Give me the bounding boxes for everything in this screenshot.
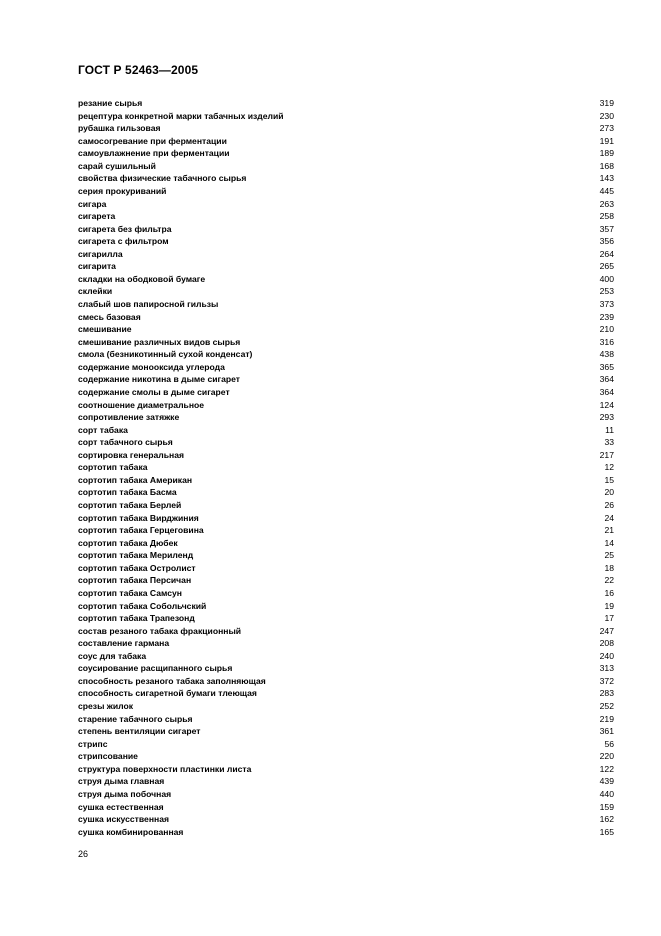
index-entry	[78, 650, 614, 663]
index-term: сортотип табака Американ	[78, 474, 193, 485]
index-page-ref: 12	[604, 462, 614, 473]
index-term: смесь базовая	[78, 311, 141, 322]
index-page-ref: 168	[599, 160, 614, 171]
index-page-ref: 165	[599, 826, 614, 837]
index-entry	[78, 474, 614, 487]
index-entry	[78, 122, 614, 135]
index-entry	[78, 373, 614, 386]
index-term: сортотип табака Герцеговина	[78, 525, 204, 536]
index-entry	[78, 424, 614, 437]
index-page-ref: 445	[599, 185, 614, 196]
index-entry	[78, 147, 614, 160]
index-page-ref: 252	[599, 701, 614, 711]
index-page-ref: 122	[599, 763, 614, 774]
index-entry	[78, 273, 614, 286]
index-term: сигарета с фильтром	[78, 236, 169, 247]
index-entry	[78, 738, 614, 751]
index-term: сорт табака	[78, 424, 128, 435]
index-entry	[78, 537, 614, 550]
index-term: самосогревание при ферментации	[78, 135, 227, 146]
index-term: сушка комбинированная	[78, 826, 184, 837]
index-entry	[78, 311, 614, 324]
index-entry	[78, 285, 614, 298]
term-index-list	[78, 97, 614, 838]
index-page-ref: 16	[604, 587, 614, 598]
index-page-ref: 217	[599, 449, 614, 460]
index-term: слабый шов папиросной гильзы	[78, 299, 219, 309]
index-entry	[78, 348, 614, 361]
index-term: серия прокуриваний	[78, 185, 167, 196]
index-entry	[78, 248, 614, 261]
index-page-ref: 440	[599, 788, 614, 799]
index-entry	[78, 449, 614, 462]
index-page-ref: 265	[599, 261, 614, 272]
index-entry	[78, 235, 614, 248]
index-page-ref: 189	[599, 148, 614, 159]
index-page-ref: 11	[605, 424, 614, 435]
index-page-ref: 33	[604, 437, 614, 448]
index-entry	[78, 662, 614, 675]
index-page-ref: 18	[604, 562, 614, 573]
index-term: старение табачного сырья	[78, 713, 193, 724]
index-term: способность резаного табака заполняющая	[78, 675, 266, 686]
index-term: сушка естественная	[78, 801, 164, 812]
index-page-ref: 191	[599, 135, 614, 146]
index-entry	[78, 386, 614, 399]
index-term: складки на ободковой бумаге	[78, 273, 206, 284]
index-term: сортотип табака Дюбек	[78, 537, 178, 548]
index-term: структура поверхности пластинки листа	[78, 763, 252, 774]
index-term: струя дыма побочная	[78, 788, 172, 799]
index-page-ref: 239	[599, 311, 614, 322]
index-term: состав резаного табака фракционный	[78, 625, 242, 636]
index-page-ref: 15	[604, 474, 614, 485]
index-term: соусирование расщипанного сырья	[78, 663, 233, 674]
index-term: смешивание различных видов сырья	[78, 336, 241, 347]
index-entry	[78, 436, 614, 449]
index-entry	[78, 637, 614, 650]
index-entry	[78, 223, 614, 236]
index-page-ref: 263	[599, 198, 614, 209]
index-term: соус для табака	[78, 650, 147, 661]
index-entry	[78, 713, 614, 726]
index-entry	[78, 600, 614, 613]
index-entry	[78, 110, 614, 123]
index-page-ref: 19	[604, 600, 614, 611]
index-entry	[78, 260, 614, 273]
index-term: составление гармана	[78, 638, 170, 649]
index-page-ref: 365	[599, 361, 614, 372]
index-page-ref: 400	[599, 273, 614, 284]
index-term: сигара	[78, 198, 107, 209]
index-term: сушка искусственная	[78, 814, 170, 825]
index-page-ref: 364	[599, 386, 614, 397]
index-entry	[78, 725, 614, 738]
index-entry	[78, 562, 614, 575]
index-page-ref: 25	[604, 550, 614, 561]
index-page-ref: 230	[599, 110, 614, 121]
index-page-ref: 14	[604, 537, 614, 548]
index-entry	[78, 524, 614, 537]
index-term: сигарилла	[78, 248, 123, 259]
index-page-ref: 247	[599, 625, 614, 636]
index-page-ref: 159	[599, 801, 614, 812]
index-entry	[78, 625, 614, 638]
index-entry	[78, 801, 614, 814]
index-entry	[78, 323, 614, 336]
index-term: сарай сушильный	[78, 160, 156, 171]
index-page-ref: 220	[599, 751, 614, 762]
index-entry	[78, 210, 614, 223]
index-term: содержание монооксида углерода	[78, 361, 225, 372]
index-entry	[78, 763, 614, 776]
index-page-ref: 240	[599, 650, 614, 661]
index-entry	[78, 172, 614, 185]
index-entry	[78, 461, 614, 474]
index-term: сигарета без фильтра	[78, 223, 172, 234]
document-header: ГОСТ Р 52463—2005	[78, 63, 199, 77]
index-term: склейки	[78, 286, 113, 297]
index-entry	[78, 499, 614, 512]
index-term: свойства физические табачного сырья	[78, 173, 247, 184]
index-page-ref: 20	[604, 487, 614, 498]
index-page-ref: 264	[599, 248, 614, 259]
index-entry	[78, 336, 614, 349]
index-entry	[78, 298, 614, 311]
index-term: степень вентиляции сигарет	[78, 726, 201, 737]
index-term: сортотип табака Мериленд	[78, 550, 194, 561]
index-entry	[78, 399, 614, 412]
index-term: содержание смолы в дыме сигарет	[78, 386, 230, 397]
index-page-ref: 162	[599, 814, 614, 825]
index-term: сортотип табака Персичан	[78, 575, 192, 586]
index-page-ref: 364	[599, 374, 614, 385]
index-entry	[78, 160, 614, 173]
index-page-ref: 372	[599, 675, 614, 686]
index-term: сопротивление затяжке	[78, 412, 180, 423]
index-term: сортотип табака Трапезонд	[78, 613, 195, 624]
index-term: сортотип табака Самсун	[78, 587, 182, 598]
index-term: содержание никотина в дыме сигарет	[78, 374, 240, 385]
index-term: стрипс	[78, 738, 108, 749]
index-page-ref: 21	[604, 525, 614, 536]
index-entry	[78, 97, 614, 110]
index-term: сортотип табака Собольчский	[78, 600, 207, 611]
index-term: стрипсование	[78, 751, 138, 762]
index-term: сорт табачного сырья	[78, 437, 173, 448]
index-page-ref: 283	[599, 688, 614, 699]
index-term: сортотип табака Вирджиния	[78, 512, 199, 523]
index-page-ref: 22	[604, 575, 614, 586]
index-term: сигарета	[78, 211, 116, 222]
index-page-ref: 273	[599, 123, 614, 134]
index-term: соотношение диаметральное	[78, 399, 205, 410]
index-term: струя дыма главная	[78, 776, 165, 787]
index-entry	[78, 135, 614, 148]
index-page-ref: 26	[604, 500, 614, 510]
index-term: рецептура конкретной марки табачных изделий	[78, 110, 284, 121]
index-entry	[78, 587, 614, 600]
index-term: сортотип табака Остролист	[78, 562, 196, 573]
page-number: 26	[78, 849, 89, 859]
index-term: сортотип табака	[78, 462, 148, 473]
index-term: сигарита	[78, 261, 116, 272]
index-entry	[78, 813, 614, 826]
index-page-ref: 17	[604, 613, 614, 624]
index-entry	[78, 750, 614, 763]
index-page-ref: 313	[599, 663, 614, 674]
index-entry	[78, 788, 614, 801]
index-page-ref: 143	[599, 173, 614, 184]
index-entry	[78, 549, 614, 562]
index-page-ref: 357	[599, 223, 614, 234]
index-term: сортотип табака Басма	[78, 487, 177, 498]
index-entry	[78, 775, 614, 788]
index-page-ref: 208	[599, 638, 614, 649]
index-page-ref: 361	[599, 726, 614, 737]
index-page-ref: 373	[599, 299, 614, 309]
index-term: рубашка гильзовая	[78, 123, 161, 134]
index-term: способность сигаретной бумаги тлеющая	[78, 688, 257, 699]
index-page-ref: 253	[599, 286, 614, 297]
index-entry	[78, 826, 614, 839]
index-page-ref: 124	[599, 399, 614, 410]
index-page-ref: 438	[599, 349, 614, 360]
index-page-ref: 439	[599, 776, 614, 787]
index-entry	[78, 675, 614, 688]
index-term: срезы жилок	[78, 701, 134, 711]
index-page-ref: 56	[604, 738, 614, 749]
index-entry	[78, 411, 614, 424]
index-page-ref: 293	[599, 412, 614, 423]
index-entry	[78, 486, 614, 499]
index-entry	[78, 612, 614, 625]
index-entry	[78, 700, 614, 713]
index-term: сортотип табака Берлей	[78, 500, 182, 510]
index-entry	[78, 512, 614, 525]
index-term: резание сырья	[78, 98, 143, 108]
index-entry	[78, 185, 614, 198]
index-term: сортировка генеральная	[78, 449, 184, 460]
index-page-ref: 356	[599, 236, 614, 247]
index-page-ref: 210	[599, 324, 614, 335]
index-term: смола (безникотинный сухой конденсат)	[78, 349, 253, 360]
index-page-ref: 316	[599, 336, 614, 347]
index-term: самоувлажнение при ферментации	[78, 148, 230, 159]
index-entry	[78, 361, 614, 374]
index-page-ref: 219	[599, 713, 614, 724]
index-page-ref: 24	[604, 512, 614, 523]
index-page-ref: 319	[599, 98, 614, 108]
index-entry	[78, 198, 614, 211]
index-term: смешивание	[78, 324, 132, 335]
index-entry	[78, 574, 614, 587]
index-entry	[78, 687, 614, 700]
index-page-ref: 258	[599, 211, 614, 222]
